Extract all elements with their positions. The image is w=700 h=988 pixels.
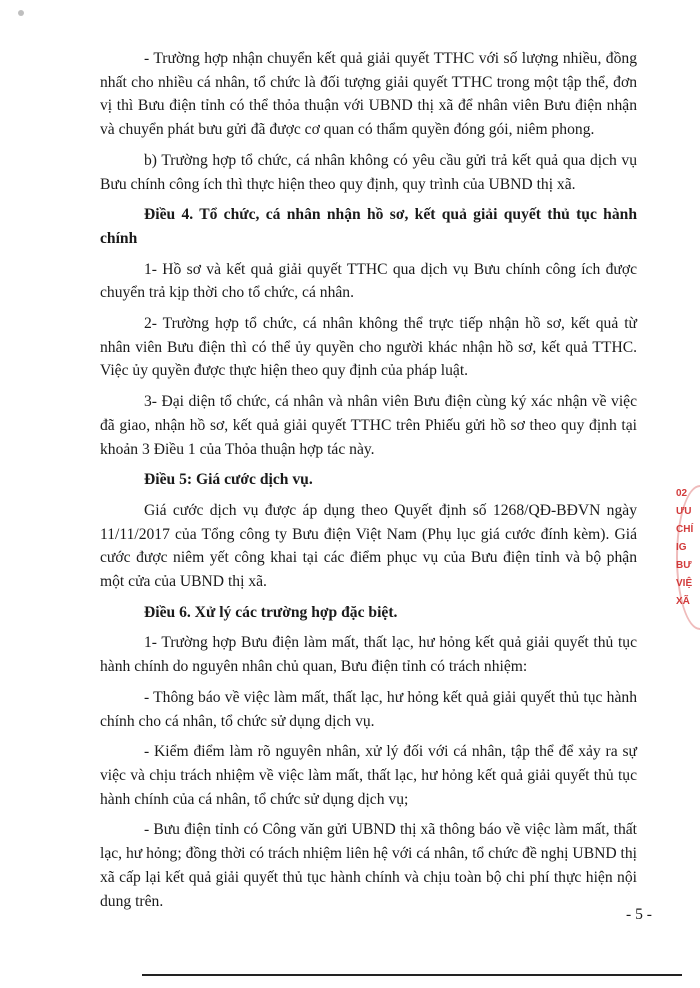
paragraph-item-b: b) Trường hợp tổ chức, cá nhân không có yêu cầu gửi trả kết quả qua dịch vụ Bưu chính công ích thì thực hiện theo quy định, quy trình của UBND thị xã. xyxy=(100,151,637,193)
page-number: - 5 - xyxy=(626,906,652,923)
paragraph-article-6-bullet-3: - Bưu điện tỉnh có Công văn gửi UBND thị xã thông báo về việc làm mất, thất lạc, hư hỏng; đồng thời có trách nhiệm liên hệ với cá nhân, tổ chức đề nghị UBND thị xã cấp lại kết quả giải quyết thủ tục hành chính và chịu toàn bộ chi phí thực hiện nội dung trên. xyxy=(100,821,637,910)
paragraph-article-5-body: Giá cước dịch vụ được áp dụng theo Quyết định số 1268/QĐ-BĐVN ngày 11/11/2017 của Tổng công ty Bưu điện Việt Nam (Phụ lục giá cước đính kèm). Giá cước được niêm yết công khai tại các điểm phục vụ của Bưu điện tỉnh và bộ phận một cửa của UBND thị xã. xyxy=(100,501,637,591)
heading-article-6: Điều 6. Xử lý các trường hợp đặc biệt. xyxy=(144,603,398,621)
paragraph-article-4-clause-1: 1- Hồ sơ và kết quả giải quyết TTHC qua dịch vụ Bưu chính công ích được chuyển trả kịp thời cho tổ chức, cá nhân. xyxy=(100,260,637,302)
paragraph-article-4-clause-3: 3- Đại diện tổ chức, cá nhân và nhân viên Bưu điện cùng ký xác nhận về việc đã giao, nhận hồ sơ, kết quả giải quyết TTHC trên Phiếu gửi hồ sơ theo quy định tại khoản 3 Điều 1 của Thỏa thuận hợp tác này. xyxy=(100,393,637,458)
paragraph-bulk-transfer: - Trường hợp nhận chuyển kết quả giải quyết TTHC với số lượng nhiều, đồng nhất cho nhiều cá nhân, tổ chức là đối tượng giải quyết TTHC trong một tập thể, đơn vị thì Bưu điện tỉnh có thể thỏa thuận với UBND thị xã để nhân viên Bưu điện nhận và chuyển phát bưu gửi đã được cơ quan có thẩm quyền đóng gói, niêm phong. xyxy=(100,50,637,139)
paragraph-article-6-bullet-1: - Thông báo về việc làm mất, thất lạc, hư hỏng kết quả giải quyết thủ tục hành chính cho cá nhân, tổ chức sử dụng dịch vụ. xyxy=(100,688,637,730)
footer-rule xyxy=(142,974,682,976)
heading-article-5: Điều 5: Giá cước dịch vụ. xyxy=(144,471,313,489)
seal-text: CHÍ xyxy=(676,524,694,535)
paragraph-article-6-clause-1: 1- Trường hợp Bưu điện làm mất, thất lạc, hư hỏng kết quả giải quyết thủ tục hành chính do nguyên nhân chủ quan, Bưu điện tỉnh có trách nhiệm: xyxy=(100,634,637,676)
seal-text: IG xyxy=(676,542,687,553)
document-body xyxy=(100,47,637,913)
paragraph-article-6-bullet-2: - Kiểm điểm làm rõ nguyên nhân, xử lý đối với cá nhân, tập thể để xảy ra sự việc và chịu trách nhiệm về việc làm mất, thất lạc, hư hỏng kết quả giải quyết thủ tục hành chính của cá nhân, tổ chức sử dụng dịch vụ; xyxy=(100,743,637,808)
heading-article-4: Điều 4. Tổ chức, cá nhân nhận hồ sơ, kết quả giải quyết thủ tục hành chính xyxy=(100,206,637,247)
seal-text: ƯU xyxy=(676,506,692,517)
paragraph-article-4-clause-2: 2- Trường hợp tổ chức, cá nhân không thể trực tiếp nhận hồ sơ, kết quả từ nhân viên Bưu điện thì có thể ủy quyền cho người khác nhận hồ sơ, kết quả TTHC. Việc ủy quyền được thực hiện theo quy định của pháp luật. xyxy=(100,315,637,380)
red-seal-fragment xyxy=(676,485,700,630)
seal-text: BƯ xyxy=(676,560,692,571)
seal-text: VIỆ xyxy=(676,578,693,589)
scan-dot xyxy=(18,10,24,16)
seal-text: XÃ xyxy=(676,596,690,607)
seal-text: 02 xyxy=(676,488,688,499)
